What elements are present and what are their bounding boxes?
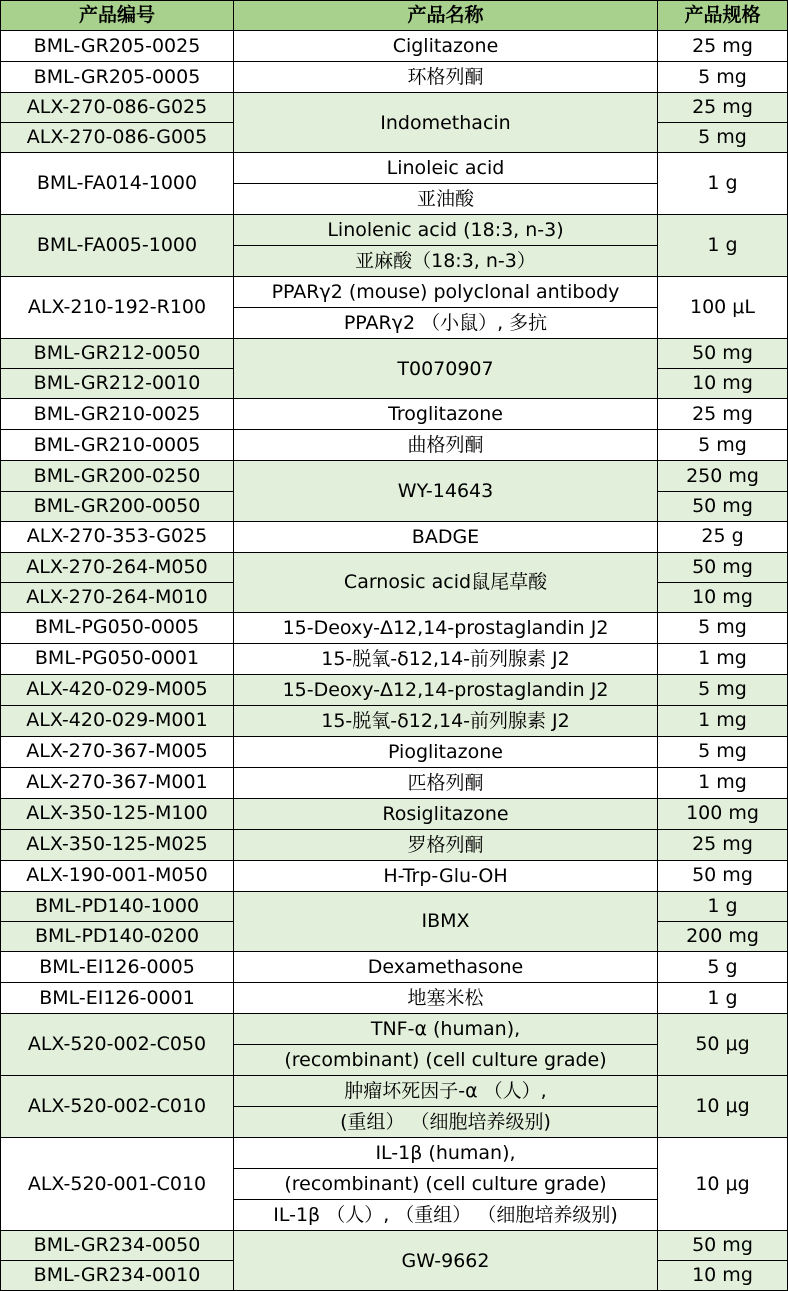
product-name: PPARγ2 (mouse) polyclonal antibody (234, 277, 658, 308)
table-row (1, 62, 788, 93)
table-header-row (1, 1, 788, 31)
product-name-cn: 罗格列酮 (234, 829, 658, 860)
product-name-cn: (重组） （细胞培养级别) (234, 1107, 658, 1138)
product-spec: 5 mg (658, 736, 788, 767)
product-code: BML-PG050-0005 (1, 612, 234, 643)
product-spec: 25 g (658, 521, 788, 552)
product-spec: 50 mg (658, 339, 788, 369)
product-name: GW-9662 (234, 1231, 658, 1291)
product-code: ALX-520-002-C010 (1, 1076, 234, 1138)
product-code: BML-PD140-0200 (1, 921, 234, 951)
product-code: BML-EI126-0005 (1, 952, 234, 983)
product-name: (recombinant) (cell culture grade) (234, 1045, 658, 1076)
table-row (1, 521, 788, 552)
product-name-cn: 亚麻酸（18:3, n-3） (234, 246, 658, 277)
product-code: ALX-190-001-M050 (1, 860, 234, 891)
product-name: 15-Deoxy-Δ12,14-prostaglandin J2 (234, 674, 658, 705)
product-spec: 100 μL (658, 277, 788, 339)
table-row (1, 461, 788, 491)
product-spec: 1 mg (658, 767, 788, 798)
product-code: BML-GR205-0025 (1, 31, 234, 62)
product-spec: 5 mg (658, 612, 788, 643)
product-spec: 250 mg (658, 461, 788, 491)
product-code: ALX-420-029-M005 (1, 674, 234, 705)
product-spec: 1 g (658, 215, 788, 277)
table-row (1, 612, 788, 643)
product-code: ALX-270-086-G005 (1, 123, 234, 153)
product-spec: 5 mg (658, 123, 788, 153)
product-name: Linoleic acid (234, 153, 658, 184)
product-name-cn: 匹格列酮 (234, 767, 658, 798)
product-spec: 25 mg (658, 93, 788, 123)
product-spec: 5 mg (658, 430, 788, 461)
product-code: BML-PG050-0001 (1, 643, 234, 674)
product-spec: 10 μg (658, 1138, 788, 1231)
product-name: TNF-α (human), (234, 1014, 658, 1045)
product-name-cn: 15-脱氧-δ12,14-前列腺素 J2 (234, 643, 658, 674)
product-code: ALX-270-367-M001 (1, 767, 234, 798)
product-code: BML-FA005-1000 (1, 215, 234, 277)
product-spec: 1 g (658, 153, 788, 215)
product-spec: 200 mg (658, 921, 788, 951)
table-row (1, 983, 788, 1014)
product-name: H-Trp-Glu-OH (234, 860, 658, 891)
table-row (1, 705, 788, 736)
product-name: WY-14643 (234, 461, 658, 521)
header-product-code: 产品编号 (1, 1, 234, 31)
product-spec: 1 g (658, 891, 788, 921)
product-code: ALX-270-353-G025 (1, 521, 234, 552)
product-code: BML-PD140-1000 (1, 891, 234, 921)
table-row (1, 736, 788, 767)
table-row (1, 277, 788, 308)
table-row (1, 860, 788, 891)
product-spec: 1 mg (658, 643, 788, 674)
product-name: 15-Deoxy-Δ12,14-prostaglandin J2 (234, 612, 658, 643)
product-name: IBMX (234, 891, 658, 951)
product-code: ALX-270-086-G025 (1, 93, 234, 123)
product-name: Troglitazone (234, 399, 658, 430)
product-name: Indomethacin (234, 93, 658, 153)
table-row (1, 1014, 788, 1045)
table-row (1, 552, 788, 582)
table-row (1, 1076, 788, 1107)
product-name-cn: 15-脱氧-δ12,14-前列腺素 J2 (234, 705, 658, 736)
table-row (1, 1231, 788, 1261)
product-code: ALX-270-367-M005 (1, 736, 234, 767)
table-row (1, 891, 788, 921)
table-row (1, 153, 788, 184)
table-row (1, 798, 788, 829)
table-row (1, 93, 788, 123)
product-name: (recombinant) (cell culture grade) (234, 1169, 658, 1200)
table-row (1, 1138, 788, 1169)
product-code: ALX-270-264-M010 (1, 582, 234, 612)
header-product-name: 产品名称 (234, 1, 658, 31)
product-spec: 50 mg (658, 860, 788, 891)
product-code: BML-GR200-0050 (1, 491, 234, 521)
product-spec: 5 mg (658, 62, 788, 93)
product-name: Rosiglitazone (234, 798, 658, 829)
product-name-cn: 环格列酮 (234, 62, 658, 93)
product-name-cn: 肿瘤坏死因子-α （人）, (234, 1076, 658, 1107)
product-name-cn: 亚油酸 (234, 184, 658, 215)
product-code: BML-GR234-0050 (1, 1231, 234, 1261)
product-code: BML-GR212-0050 (1, 339, 234, 369)
product-name: BADGE (234, 521, 658, 552)
table-row (1, 339, 788, 369)
product-spec: 10 mg (658, 582, 788, 612)
product-code: ALX-420-029-M001 (1, 705, 234, 736)
table-row (1, 643, 788, 674)
product-code: ALX-270-264-M050 (1, 552, 234, 582)
table-row (1, 430, 788, 461)
product-name: Ciglitazone (234, 31, 658, 62)
table-row (1, 952, 788, 983)
product-name-cn: IL-1β （人）, （重组） （细胞培养级别) (234, 1200, 658, 1231)
product-spec: 50 mg (658, 491, 788, 521)
product-code: BML-GR210-0025 (1, 399, 234, 430)
product-spec: 50 μg (658, 1014, 788, 1076)
table-row (1, 674, 788, 705)
table-row (1, 399, 788, 430)
product-spec: 1 g (658, 983, 788, 1014)
product-spec: 50 mg (658, 552, 788, 582)
product-name: Dexamethasone (234, 952, 658, 983)
product-spec: 1 mg (658, 705, 788, 736)
product-code: ALX-350-125-M100 (1, 798, 234, 829)
product-spec: 5 g (658, 952, 788, 983)
product-spec: 10 mg (658, 1261, 788, 1291)
table-row (1, 31, 788, 62)
product-spec: 5 mg (658, 674, 788, 705)
product-code: BML-GR210-0005 (1, 430, 234, 461)
product-code: BML-FA014-1000 (1, 153, 234, 215)
product-spec: 10 mg (658, 369, 788, 399)
product-name: IL-1β (human), (234, 1138, 658, 1169)
product-name-cn: PPARγ2 （小鼠）, 多抗 (234, 308, 658, 339)
product-name: Pioglitazone (234, 736, 658, 767)
product-name-cn: 地塞米松 (234, 983, 658, 1014)
product-code: BML-GR205-0005 (1, 62, 234, 93)
product-spec: 100 mg (658, 798, 788, 829)
product-name: Linolenic acid (18:3, n-3) (234, 215, 658, 246)
product-code: BML-GR234-0010 (1, 1261, 234, 1291)
table-row (1, 767, 788, 798)
header-product-spec: 产品规格 (658, 1, 788, 31)
product-code: ALX-520-001-C010 (1, 1138, 234, 1231)
product-name: T0070907 (234, 339, 658, 399)
product-code: ALX-520-002-C050 (1, 1014, 234, 1076)
product-code: BML-GR212-0010 (1, 369, 234, 399)
product-code: ALX-350-125-M025 (1, 829, 234, 860)
table-row (1, 829, 788, 860)
product-spec: 25 mg (658, 399, 788, 430)
product-spec: 25 mg (658, 31, 788, 62)
product-spec: 25 mg (658, 829, 788, 860)
product-spec: 10 μg (658, 1076, 788, 1138)
table-row (1, 215, 788, 246)
product-name: Carnosic acid鼠尾草酸 (234, 552, 658, 612)
product-code: BML-EI126-0001 (1, 983, 234, 1014)
product-code: BML-GR200-0250 (1, 461, 234, 491)
product-spec: 50 mg (658, 1231, 788, 1261)
product-code: ALX-210-192-R100 (1, 277, 234, 339)
product-name-cn: 曲格列酮 (234, 430, 658, 461)
